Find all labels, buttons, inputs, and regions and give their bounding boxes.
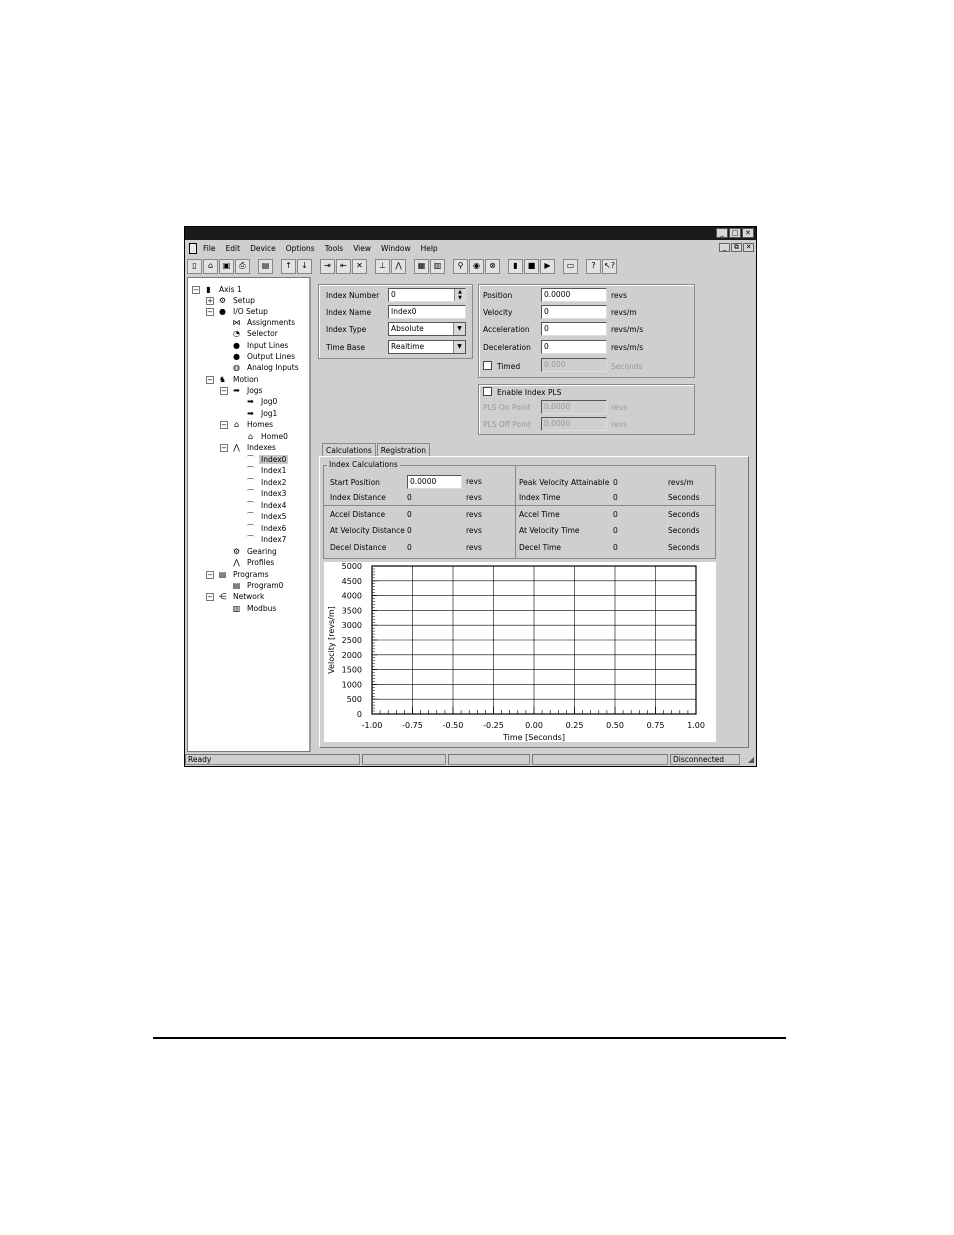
jogs-icon: ➡ — [233, 386, 240, 395]
collapse-icon[interactable]: − — [221, 420, 227, 429]
collapse-icon[interactable]: − — [207, 592, 213, 601]
start-position-field[interactable]: 0.0000 — [407, 475, 462, 489]
tree-node-label: Jogs — [247, 386, 263, 395]
accel-time-value: 0 — [613, 510, 618, 519]
tree-node-label: Assignments — [247, 318, 296, 327]
tree-node-assignments[interactable] — [231, 317, 297, 328]
axis2-icon[interactable]: ⋀ — [391, 259, 406, 274]
index-number-label: Index Number — [326, 291, 380, 300]
tree-node-label: Home0 — [261, 432, 288, 441]
compare-icon[interactable]: ⇥ — [320, 259, 335, 274]
upload-icon[interactable]: ↑ — [281, 259, 296, 274]
tree-node-label: Index5 — [261, 512, 287, 521]
mdi-close-button[interactable]: ✕ — [743, 243, 754, 252]
tree-node-setup[interactable] — [206, 295, 257, 306]
modbus-icon: ▥ — [232, 604, 241, 613]
tab-strip — [322, 443, 431, 457]
tree-node-index2[interactable] — [245, 477, 288, 488]
x-tick-label: 0.50 — [606, 721, 624, 730]
tree-node-label: Output Lines — [247, 352, 295, 361]
maximize-button[interactable]: □ — [729, 228, 741, 238]
accel-distance-unit: revs — [466, 510, 482, 519]
pls-on-label: PLS On Point — [483, 403, 531, 412]
status-connection: Disconnected — [670, 754, 740, 765]
tab-calculations[interactable]: Calculations — [322, 443, 376, 457]
mdi-restore-button[interactable]: ⧉ — [731, 243, 742, 252]
new-icon[interactable]: ▯ — [187, 259, 202, 274]
tree-node-jog1[interactable] — [245, 408, 279, 419]
analog-icon: ◍ — [233, 363, 240, 372]
tree-node-label: Index1 — [261, 466, 287, 475]
velocity-field[interactable]: 0 — [541, 305, 607, 319]
deceleration-unit: revs/m/s — [611, 343, 644, 352]
status-pane-3 — [448, 754, 530, 765]
index-icon: ⌒ — [246, 512, 255, 521]
index-icon: ⌒ — [246, 489, 255, 498]
index-icon: ⌒ — [246, 466, 255, 475]
tree-node-label: Indexes — [247, 443, 276, 452]
gearing-icon: ⚙ — [232, 547, 241, 556]
cancel-icon[interactable]: ✕ — [352, 259, 367, 274]
index-name-label: Index Name — [326, 308, 372, 317]
calc-divider-vertical — [515, 465, 516, 559]
drive-icon: ▮ — [206, 285, 211, 294]
at-velocity-time-unit: Seconds — [668, 526, 700, 535]
x-tick-label: -0.50 — [442, 721, 464, 730]
y-tick-label: 0 — [356, 710, 362, 719]
tree-node-index0[interactable] — [245, 454, 288, 465]
assignments-icon: ⋈ — [232, 318, 241, 327]
position-field[interactable]: 0.0000 — [541, 288, 607, 302]
tree-node-motion[interactable] — [206, 374, 260, 385]
at-velocity-distance-unit: revs — [466, 526, 482, 535]
x-tick-label: 0.25 — [565, 721, 584, 730]
y-tick-label: 4500 — [341, 576, 362, 586]
collapse-icon[interactable]: − — [221, 386, 227, 395]
decel-distance-value: 0 — [407, 543, 412, 552]
accel-distance-label: Accel Distance — [330, 510, 386, 519]
tree-node-index1[interactable] — [245, 465, 288, 476]
y-tick-label: 1000 — [341, 680, 362, 690]
x-axis-label: Time [Seconds] — [503, 733, 565, 742]
position-label: Position — [483, 291, 513, 300]
tree-node-label: Analog Inputs — [247, 363, 299, 372]
programs-icon: ▤ — [218, 570, 227, 579]
tree-node-index7[interactable] — [245, 534, 288, 545]
tree-node-index3[interactable] — [245, 488, 288, 499]
y-axis-label: Velocity [revs/m] — [327, 606, 336, 674]
compare-down-icon[interactable]: ⇤ — [336, 259, 351, 274]
tree-node-jog0[interactable] — [245, 396, 279, 407]
index-time-label: Index Time — [519, 493, 561, 502]
peak-velocity-label: Peak Velocity Attainable — [519, 478, 610, 487]
decel-time-value: 0 — [613, 543, 618, 552]
tree-node-label: Network — [233, 592, 265, 601]
menu-window[interactable]: Window — [381, 243, 411, 253]
acceleration-label: Acceleration — [483, 325, 530, 334]
timed-field[interactable]: 0.000 — [541, 358, 607, 372]
velocity-unit: revs/m — [611, 308, 637, 317]
index-icon: ⌒ — [246, 455, 255, 464]
menu-help[interactable]: Help — [420, 243, 438, 253]
at-velocity-distance-label: At Velocity Distance — [330, 526, 405, 535]
menu-bar — [185, 241, 756, 255]
enable-pls-checkbox[interactable] — [483, 387, 492, 396]
tree-node-label: Index2 — [261, 478, 287, 487]
document-icon[interactable] — [189, 243, 197, 254]
tree-node-axis[interactable] — [192, 284, 244, 295]
tree-node-modbus[interactable] — [231, 603, 278, 614]
toolbar — [187, 257, 754, 275]
deceleration-field[interactable]: 0 — [541, 340, 607, 354]
stop-icon[interactable]: ⊗ — [485, 259, 500, 274]
zoom-icon[interactable]: ⚲ — [453, 259, 468, 274]
x-tick-label: 1.00 — [687, 721, 705, 730]
dropdown-arrow-icon[interactable]: ▼ — [453, 323, 465, 335]
peak-velocity-unit: revs/m — [668, 478, 694, 487]
peak-velocity-value: 0 — [613, 478, 618, 487]
tree-node-jogs[interactable] — [220, 385, 264, 396]
y-tick-label: 5000 — [341, 562, 362, 571]
tree-node-network[interactable] — [206, 591, 266, 602]
homes-icon: ⌂ — [233, 420, 240, 429]
y-tick-label: 2000 — [341, 650, 362, 660]
axis-icon[interactable]: ⊥ — [375, 259, 390, 274]
tree-node-label: Axis 1 — [219, 285, 242, 294]
run-icon[interactable]: ▮ — [508, 259, 523, 274]
tree-node-label: I/O Setup — [233, 307, 268, 316]
save-icon[interactable]: ▣ — [219, 259, 234, 274]
tree-node-selector[interactable] — [231, 328, 280, 339]
tree-node-label: Programs — [233, 570, 269, 579]
tree-node-program0[interactable] — [231, 580, 285, 591]
minimize-button[interactable]: _ — [716, 228, 728, 238]
velocity-chart-svg — [324, 562, 716, 742]
close-button[interactable]: ✕ — [742, 228, 754, 238]
decel-distance-unit: revs — [466, 543, 482, 552]
y-tick-label: 1500 — [341, 665, 362, 675]
y-tick-label: 4000 — [341, 591, 362, 601]
tree-node-home0[interactable] — [245, 431, 290, 442]
y-tick-label: 3500 — [341, 606, 362, 616]
io-icon: ● — [219, 307, 226, 316]
tree-node-analog-inputs[interactable] — [231, 362, 301, 373]
open-icon[interactable]: ⌂ — [203, 259, 218, 274]
status-bar — [185, 753, 756, 766]
tree-node-profiles[interactable] — [231, 557, 276, 568]
properties-icon[interactable]: ▤ — [258, 259, 273, 274]
velocity-chart — [324, 562, 716, 742]
x-tick-label: -0.25 — [483, 721, 504, 730]
help-icon[interactable]: ? — [586, 259, 601, 274]
x-tick-label: 0.00 — [525, 721, 543, 730]
step-icon[interactable]: ▶ — [540, 259, 555, 274]
calc-divider-horizontal — [323, 505, 716, 506]
dropdown-arrow-icon[interactable]: ▼ — [453, 341, 465, 353]
tree-node-label: Gearing — [247, 547, 277, 556]
deceleration-label: Deceleration — [483, 343, 531, 352]
pls-off-label: PLS Off Point — [483, 420, 531, 429]
jog-icon: ➡ — [247, 409, 254, 418]
start-position-unit: revs — [466, 477, 482, 486]
pls-on-field[interactable]: 0.0000 — [541, 400, 607, 414]
print-icon[interactable]: ⎙ — [235, 259, 250, 274]
x-tick-label: -1.00 — [361, 721, 383, 730]
menu-options[interactable]: Options — [285, 243, 315, 253]
y-tick-label: 2500 — [341, 636, 362, 645]
index-name-field[interactable]: Index0 — [388, 305, 466, 319]
input-lines-icon: ● — [233, 341, 240, 350]
pls-off-unit: revs — [611, 420, 627, 429]
tree-node-indexes[interactable] — [220, 442, 278, 453]
collapse-icon[interactable]: − — [221, 443, 227, 452]
tree-node-label: Index3 — [261, 489, 287, 498]
page-rule — [153, 1037, 786, 1039]
index-icon: ⌒ — [246, 478, 255, 487]
tree-node-label: Setup — [233, 296, 255, 305]
timed-label: Timed — [497, 362, 521, 371]
project-tree[interactable] — [187, 277, 311, 752]
x-tick-label: 0.75 — [646, 721, 665, 730]
index-icon: ⌒ — [246, 501, 255, 510]
status-pane-2 — [362, 754, 446, 765]
collapse-icon[interactable]: − — [207, 570, 213, 579]
accel-distance-value: 0 — [407, 510, 412, 519]
tree-node-label: Index7 — [261, 535, 287, 544]
tree-node-programs[interactable] — [206, 569, 271, 580]
profiles-icon: ⋀ — [233, 558, 240, 567]
index-type-select[interactable]: Absolute ▼ — [388, 322, 466, 336]
tree-node-homes[interactable] — [220, 419, 275, 430]
velocity-label: Velocity — [483, 308, 513, 317]
accel-time-unit: Seconds — [668, 510, 700, 519]
tree-node-label: Motion — [233, 375, 259, 384]
decel-distance-label: Decel Distance — [330, 543, 387, 552]
tree-node-label: Index6 — [261, 524, 287, 533]
tree-node-input-lines[interactable] — [231, 340, 290, 351]
menu-file[interactable]: File — [203, 243, 216, 253]
motion-icon: ♞ — [218, 375, 227, 384]
tree-node-io-setup[interactable] — [206, 306, 270, 317]
tree-node-label: Jog1 — [261, 409, 278, 418]
decel-time-unit: Seconds — [668, 543, 700, 552]
tree-node-label: Program0 — [247, 581, 284, 590]
window-icon[interactable]: ▭ — [563, 259, 578, 274]
index-number-field[interactable]: 0 ▲ ▼ — [388, 288, 466, 302]
time-base-label: Time Base — [326, 343, 366, 352]
setup-icon: ⚙ — [218, 296, 227, 305]
time-base-select[interactable]: Realtime ▼ — [388, 340, 466, 354]
acceleration-field[interactable]: 0 — [541, 322, 607, 336]
tree-node-label: Index4 — [261, 501, 287, 510]
timed-unit: Seconds — [611, 362, 643, 371]
y-tick-label: 500 — [346, 695, 362, 705]
index-distance-unit: revs — [466, 493, 482, 502]
tree-node-label: Input Lines — [247, 341, 289, 350]
timed-checkbox[interactable] — [483, 361, 492, 370]
menu-edit[interactable]: Edit — [225, 243, 241, 253]
acceleration-unit: revs/m/s — [611, 325, 644, 334]
selector-icon: ◔ — [233, 329, 240, 338]
report-icon[interactable]: ▦ — [414, 259, 429, 274]
tree-node-label: Homes — [247, 420, 274, 429]
x-tick-label: -0.75 — [402, 721, 423, 730]
download-icon[interactable]: ↓ — [297, 259, 312, 274]
spin-buttons[interactable]: ▲ ▼ — [454, 289, 465, 301]
index-time-unit: Seconds — [668, 493, 700, 502]
menu-view[interactable]: View — [353, 243, 371, 253]
caption-buttons — [716, 228, 754, 238]
tree-node-gearing[interactable] — [231, 546, 279, 557]
pls-off-field[interactable]: 0.0000 — [541, 417, 607, 431]
position-unit: revs — [611, 291, 627, 300]
home-icon: ⌂ — [247, 432, 254, 441]
report2-icon[interactable]: ▥ — [430, 259, 445, 274]
at-velocity-time-label: At Velocity Time — [519, 526, 580, 535]
jog-icon: ➡ — [247, 397, 254, 406]
decel-time-label: Decel Time — [519, 543, 561, 552]
y-tick-label: 3000 — [341, 621, 362, 631]
pls-on-unit: revs — [611, 403, 627, 412]
status-ready: Ready — [185, 754, 360, 765]
tree-node-label: Jog0 — [261, 397, 278, 406]
collapse-icon[interactable]: − — [193, 285, 199, 294]
tree-node-label-selected: Index0 — [261, 455, 287, 464]
tab-registration[interactable]: Registration — [377, 443, 430, 457]
index-icon: ⌒ — [246, 535, 255, 544]
indexes-icon: ⋀ — [233, 443, 240, 452]
tree-node-label: Profiles — [247, 558, 275, 567]
resize-grip-icon[interactable]: ◢ — [747, 755, 754, 764]
collapse-icon[interactable]: − — [207, 307, 213, 316]
tree-node-index5[interactable] — [245, 511, 288, 522]
tree-node-label: Modbus — [247, 604, 277, 613]
index-time-value: 0 — [613, 493, 618, 502]
index-type-label: Index Type — [326, 325, 367, 334]
enable-pls-label: Enable Index PLS — [497, 388, 562, 397]
output-lines-icon: ● — [233, 352, 240, 361]
context-help-icon[interactable]: ↖? — [602, 259, 617, 274]
program-icon: ▤ — [232, 581, 241, 590]
mdi-buttons — [719, 243, 754, 252]
at-velocity-distance-value: 0 — [407, 526, 412, 535]
menu-tools[interactable]: Tools — [324, 243, 344, 253]
collapse-icon[interactable]: − — [207, 375, 213, 384]
expand-icon[interactable]: + — [207, 296, 213, 305]
tree-node-index4[interactable] — [245, 500, 288, 511]
index-calculations-title: Index Calculations — [329, 460, 398, 469]
network-icon: ⋲ — [218, 592, 227, 601]
watch-icon[interactable]: ◉ — [469, 259, 484, 274]
tree-node-output-lines[interactable] — [231, 351, 297, 362]
mdi-minimize-button[interactable]: _ — [719, 243, 730, 252]
halt-icon[interactable]: ■ — [524, 259, 539, 274]
index-icon: ⌒ — [246, 524, 255, 533]
tree-node-index6[interactable] — [245, 523, 288, 534]
index-distance-label: Index Distance — [330, 493, 386, 502]
at-velocity-time-value: 0 — [613, 526, 618, 535]
index-distance-value: 0 — [407, 493, 412, 502]
status-pane-4 — [532, 754, 668, 765]
start-position-label: Start Position — [330, 478, 380, 487]
tree-node-label: Selector — [247, 329, 278, 338]
application-window — [184, 226, 757, 767]
accel-time-label: Accel Time — [519, 510, 560, 519]
menu-device[interactable]: Device — [250, 243, 276, 253]
title-bar[interactable] — [185, 227, 756, 240]
